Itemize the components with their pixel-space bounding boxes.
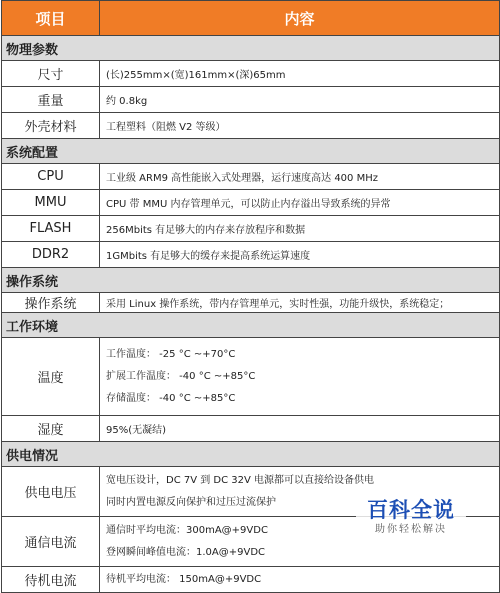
row-value: 256Mbits 有足够大的内存来存放程序和数据 xyxy=(100,216,500,242)
row-label: 重量 xyxy=(2,87,100,113)
table-row xyxy=(2,61,500,87)
header-item: 项目 xyxy=(2,1,100,36)
table-row xyxy=(2,416,500,442)
row-value: 约 0.8kg xyxy=(100,87,500,113)
table-row xyxy=(2,242,500,268)
row-label: 待机电流 xyxy=(2,567,100,593)
supply-line: 同时内置电源反向保护和过压过流保护 xyxy=(106,496,276,508)
table-header xyxy=(2,1,500,36)
watermark-title: 百科全说 xyxy=(367,498,455,522)
row-label: 外壳材料 xyxy=(2,113,100,139)
section-power xyxy=(2,442,500,467)
row-value xyxy=(100,567,500,593)
temp-line: 存储温度： -40 °C ~+85°C xyxy=(106,392,236,404)
supply-line: 宽电压设计，DC 7V 到 DC 32V 电源都可以直接给设备供电 xyxy=(106,474,375,486)
row-value: 95%(无凝结) xyxy=(100,416,500,442)
section-title: 系统配置 xyxy=(2,139,500,164)
header-content: 内容 xyxy=(100,1,500,36)
table-row xyxy=(2,87,500,113)
table-row xyxy=(2,164,500,190)
section-title: 物理参数 xyxy=(2,36,500,61)
table-row xyxy=(2,293,500,313)
temp-line: 工作温度： -25 °C ~+70°C xyxy=(106,348,236,360)
row-value xyxy=(100,338,500,416)
row-label: 通信电流 xyxy=(2,517,100,567)
section-environment xyxy=(2,313,500,338)
row-value: 工程塑料（阻燃 V2 等级） xyxy=(100,113,500,139)
temp-line: 扩展工作温度： -40 °C ~+85°C xyxy=(106,370,256,382)
row-label: FLASH xyxy=(2,216,100,242)
row-label: 供电电压 xyxy=(2,467,100,517)
section-os xyxy=(2,268,500,293)
row-label: 湿度 xyxy=(2,416,100,442)
section-system xyxy=(2,139,500,164)
table-row xyxy=(2,190,500,216)
row-label: CPU xyxy=(2,164,100,190)
standby-line: 待机平均电流： 150mA@+9VDC xyxy=(106,573,262,585)
section-title: 工作环境 xyxy=(2,313,500,338)
comm-line: 通信时平均电流：300mA@+9VDC xyxy=(106,524,268,536)
comm-line: 登网瞬间峰值电流：1.0A@+9VDC xyxy=(106,546,266,558)
row-label: 尺寸 xyxy=(2,61,100,87)
row-label: MMU xyxy=(2,190,100,216)
row-value: 1GMbits 有足够大的缓存来提高系统运算速度 xyxy=(100,242,500,268)
section-physical xyxy=(2,36,500,61)
row-value: (长)255mm×(宽)161mm×(深)65mm xyxy=(100,61,500,87)
row-value: 工业级 ARM9 高性能嵌入式处理器，运行速度高达 400 MHz xyxy=(100,164,500,190)
table-row xyxy=(2,338,500,416)
watermark-logo xyxy=(356,495,466,539)
row-value: CPU 带 MMU 内存管理单元，可以防止内存溢出导致系统的异常 xyxy=(100,190,500,216)
section-title: 供电情况 xyxy=(2,442,500,467)
table-row xyxy=(2,113,500,139)
table-row xyxy=(2,216,500,242)
section-title: 操作系统 xyxy=(2,268,500,293)
row-label: 温度 xyxy=(2,338,100,416)
row-label: DDR2 xyxy=(2,242,100,268)
row-label: 操作系统 xyxy=(2,293,100,313)
row-value: 采用 Linux 操作系统，带内存管理单元，实时性强，功能升级快，系统稳定； xyxy=(100,293,500,313)
table-row xyxy=(2,567,500,593)
watermark-subtitle: 助你轻松解决 xyxy=(375,524,447,535)
